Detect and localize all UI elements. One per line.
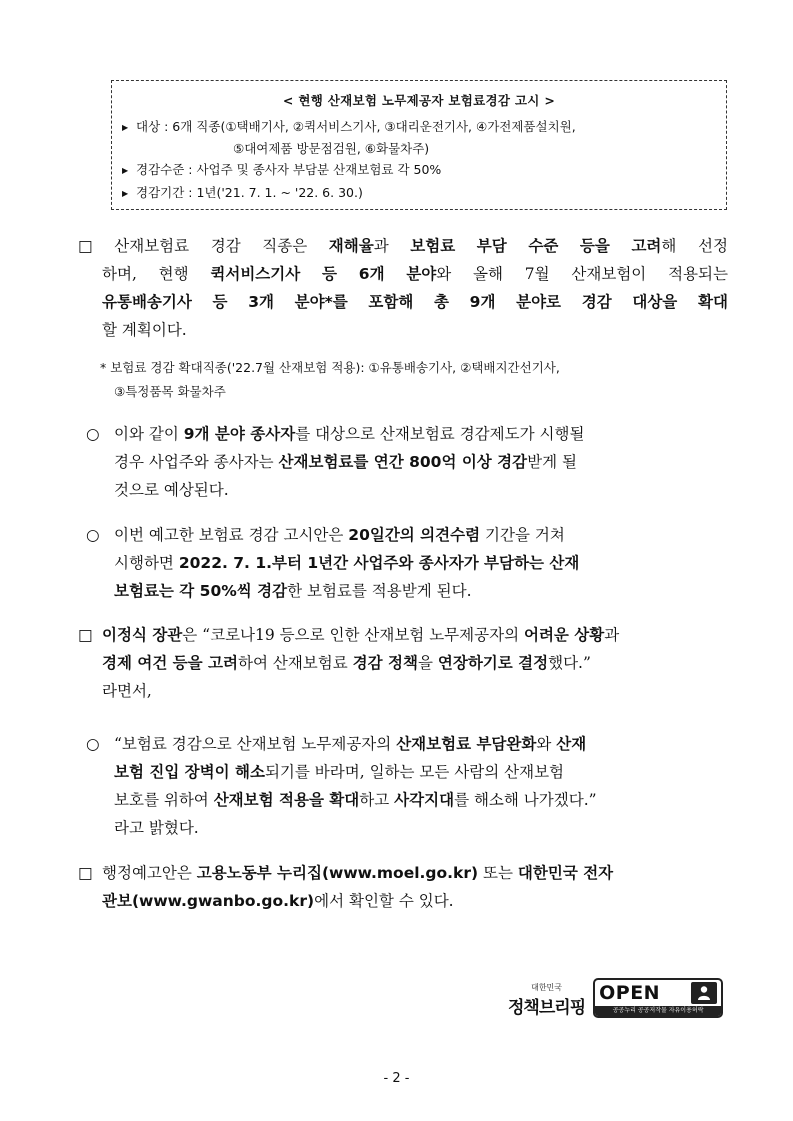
policy-briefing-logo: 대한민국 정책브리핑 [508, 983, 586, 1018]
footnote-expanded-jobs: * 보험료 경감 확대직종('22.7월 산재보험 적용): ①유통배송기사, ②택배지간선기사, ③특정품목 화물차주 [100, 360, 560, 399]
notice-period-item: ▶ 경감기간 : 1년('21. 7. 1. ~ '22. 6. 30.) [122, 182, 716, 205]
notice-title: < 현행 산재보험 노무제공자 보험료경감 고시 > [282, 93, 556, 108]
bullet-triangle-icon: ▶ [122, 189, 129, 198]
circle-bullet: ○ [86, 526, 100, 544]
square-bullet: □ [78, 626, 93, 644]
circle-bullet: ○ [86, 735, 100, 753]
paragraph-website-info: □ 행정예고안은 고용노동부 누리집(www.moel.go.kr) 또는 대한민국 전자 관보(www.gwanbo.go.kr)에서 확인할 수 있다. [78, 859, 728, 915]
footer-logos [508, 972, 723, 1018]
paragraph-quote-detail: ○ “보험료 경감으로 산재보험 노무제공자의 산재보험료 부담완화와 산재 보험 진입 장벽이 해소되기를 바라며, 일하는 모든 사람의 산재보험 보호를 위하여 산재보험 적용을 확대하고 사각지대를 해소해 나가겠다.” 라고 밝혔다. [86, 730, 728, 842]
person-icon [691, 982, 717, 1004]
moel-link: 고용노동부 누리집(www.moel.go.kr) [196, 864, 479, 882]
page-number: - 2 - [383, 1071, 410, 1086]
square-bullet: □ [78, 864, 93, 882]
gwanbo-link: 관보(www.gwanbo.go.kr) [102, 892, 315, 910]
current-notice-box [111, 80, 727, 210]
paragraph-minister-quote: □ 이정식 장관은 “코로나19 등으로 인한 산재보험 노무제공자의 어려운 상황과 경제 여건 등을 고려하여 산재보험료 경감 정책을 연장하기로 결정했다.” 라면서, [78, 621, 728, 705]
paragraph-savings: ○ 이와 같이 9개 분야 종사자를 대상으로 산재보험료 경감제도가 시행될 경우 사업주와 종사자는 산재보험료를 연간 800억 이상 경감받게 될 것으로 예상된다. [86, 420, 728, 504]
circle-bullet: ○ [86, 425, 100, 443]
kogl-open-badge: OPEN 공공누리 공공저작물 자유이용허락 [593, 978, 723, 1018]
notice-target-cont: ⑤대여제품 방문점검원, ⑥화물차주) [233, 141, 430, 156]
paragraph-expansion: □ 산재보험료 경감 직종은 재해율과 보험료 부담 수준 등을 고려해 선정 하며, 현행 퀵서비스기사 등 6개 분야와 올해 7월 산재보험이 적용되는 유통배송기사 등 3개 분야*를 포함해 총 9개 분야로 경감 대상을 확대 할 계획이다. [78, 232, 728, 344]
notice-target-item: ▶ 대상 : 6개 직종(①택배기사, ②퀵서비스기사, ③대리운전기사, ④가전제품설치원, [122, 116, 716, 139]
square-bullet: □ [78, 237, 93, 255]
bullet-triangle-icon: ▶ [122, 123, 129, 132]
bullet-triangle-icon: ▶ [122, 166, 129, 175]
notice-level-item: ▶ 경감수준 : 사업주 및 종사자 부담분 산재보험료 각 50% [122, 159, 716, 182]
paragraph-schedule: ○ 이번 예고한 보험료 경감 고시안은 20일간의 의견수렴 기간을 거쳐 시행하면 2022. 7. 1.부터 1년간 사업주와 종사자가 부담하는 산재 보험료는 각 50%씩 경감한 보험료를 적용받게 된다. [86, 521, 728, 605]
